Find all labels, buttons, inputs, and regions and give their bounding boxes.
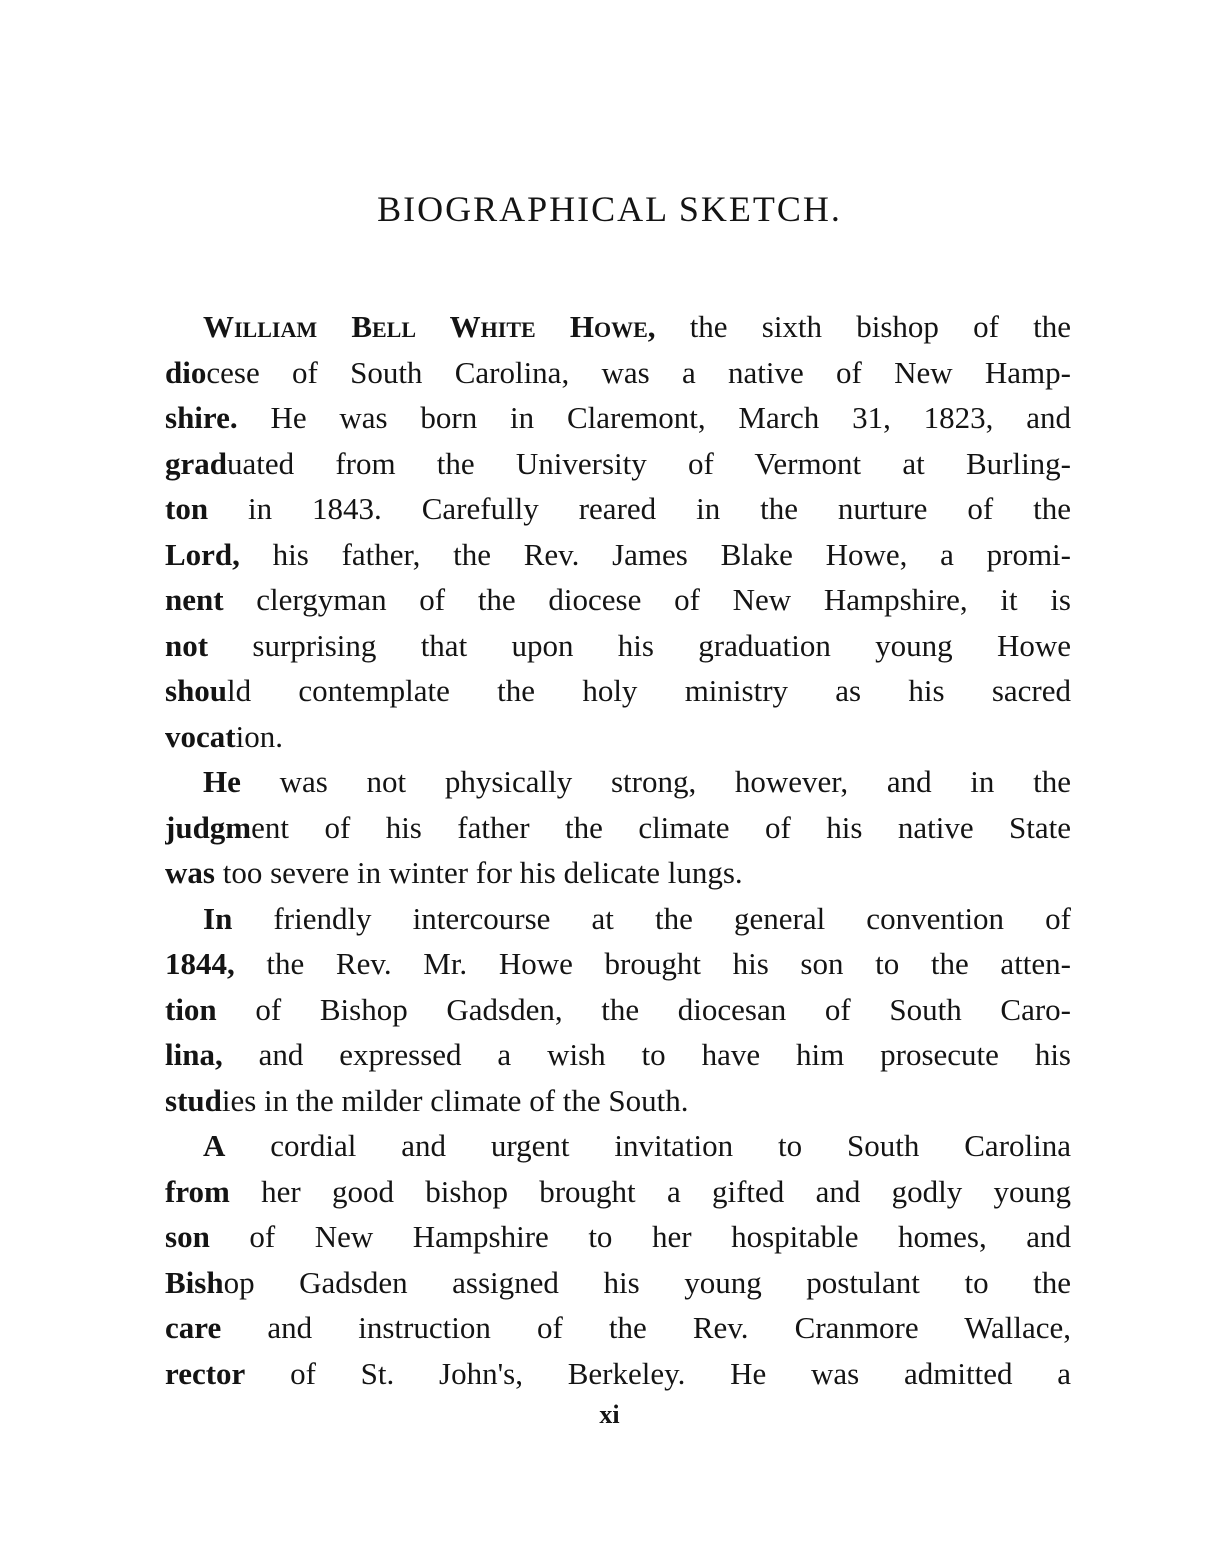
text-lead: not [165, 627, 209, 663]
text-rest: in 1843. Carefully reared in the nurture of the [208, 491, 1071, 526]
text-lead: tion [165, 991, 217, 1027]
text-lead: judgm [165, 809, 252, 845]
text-lead: William Bell White Howe, [203, 309, 656, 344]
text-rest: the sixth bishop of the [655, 309, 1071, 344]
text-rest: of Bishop Gadsden, the diocesan of South Caro- [216, 991, 1071, 1027]
text-rest: ent of his father the climate of his native State [251, 809, 1071, 845]
text-rest: and expressed a wish to have him prosecute his [222, 1037, 1071, 1072]
text-rest: ion. [235, 718, 283, 754]
text-line [165, 441, 1071, 487]
text-line [165, 896, 1071, 942]
text-line [165, 623, 1071, 669]
text-lead: grad [165, 445, 227, 481]
text-line [165, 532, 1071, 578]
text-lead: lina, [165, 1037, 223, 1072]
text-line [165, 1032, 1071, 1078]
text-line [165, 1078, 1071, 1124]
text-line [165, 577, 1071, 623]
text-rest: cese of South Carolina, was a native of New Hamp- [206, 354, 1071, 390]
text-lead: was [165, 855, 215, 890]
text-rest: the Rev. Mr. Howe brought his son to the atten- [234, 946, 1071, 981]
text-lead: ton [165, 491, 209, 526]
text-rest: uated from the University of Vermont at Burling- [227, 445, 1071, 481]
text-line [165, 850, 1071, 896]
text-line [165, 350, 1071, 396]
text-rest: her good bishop brought a gifted and godly young [229, 1173, 1071, 1209]
text-line [165, 805, 1071, 851]
text-lead: shire. [165, 400, 238, 435]
text-rest: surprising that upon his graduation young Howe [208, 627, 1071, 663]
text-lead: rector [165, 1355, 246, 1391]
text-rest: clergyman of the diocese of New Hampshire, it is [223, 582, 1071, 617]
text-lead: stud [165, 1082, 222, 1118]
text-line [165, 987, 1071, 1033]
text-line [165, 395, 1071, 441]
text-rest: too severe in winter for his delicate lungs. [214, 855, 743, 890]
text-rest: of St. John's, Berkeley. He was admitted a [245, 1355, 1071, 1391]
text-line [165, 1260, 1071, 1306]
text-lead: vocat [165, 718, 236, 754]
text-rest: ies in the milder climate of the South. [221, 1082, 689, 1118]
text-lead: 1844, [165, 946, 235, 981]
text-rest: and instruction of the Rev. Cranmore Wallace, [221, 1310, 1071, 1345]
page-title: BIOGRAPHICAL SKETCH. [377, 189, 842, 229]
text-rest: He was born in Claremont, March 31, 1823, and [237, 400, 1071, 435]
text-rest: friendly intercourse at the general convention of [232, 900, 1071, 936]
text-lead: A [203, 1128, 226, 1163]
text-rest: of New Hampshire to her hospitable homes, and [209, 1219, 1071, 1254]
text-line [165, 1123, 1071, 1169]
text-line [165, 1169, 1071, 1215]
text-lead: dio [165, 354, 207, 390]
text-line [165, 1305, 1071, 1351]
text-rest: his father, the Rev. James Blake Howe, a promi- [239, 536, 1071, 572]
text-line [165, 714, 1071, 760]
text-lead: In [203, 900, 233, 936]
text-line [165, 1351, 1071, 1397]
text-rest: was not physically strong, however, and in the [240, 764, 1071, 799]
text-rest: cordial and urgent invitation to South Carolina [225, 1128, 1071, 1163]
page-number: xi [599, 1400, 620, 1429]
text-rest: op Gadsden assigned his young postulant to the [223, 1264, 1071, 1300]
body-text [165, 304, 1071, 1396]
text-line [165, 486, 1071, 532]
text-rest: ld contemplate the holy ministry as his sacred [227, 673, 1071, 708]
text-lead: He [203, 764, 241, 799]
text-lead: nent [165, 582, 224, 617]
text-lead: Bish [165, 1264, 224, 1300]
text-line [165, 759, 1071, 805]
text-lead: shou [165, 673, 228, 708]
text-lead: care [165, 1310, 222, 1345]
text-line [165, 304, 1071, 350]
text-lead: Lord, [165, 536, 240, 572]
text-lead: from [165, 1173, 230, 1209]
text-line [165, 668, 1071, 714]
text-line [165, 941, 1071, 987]
text-lead: son [165, 1219, 210, 1254]
text-line [165, 1214, 1071, 1260]
